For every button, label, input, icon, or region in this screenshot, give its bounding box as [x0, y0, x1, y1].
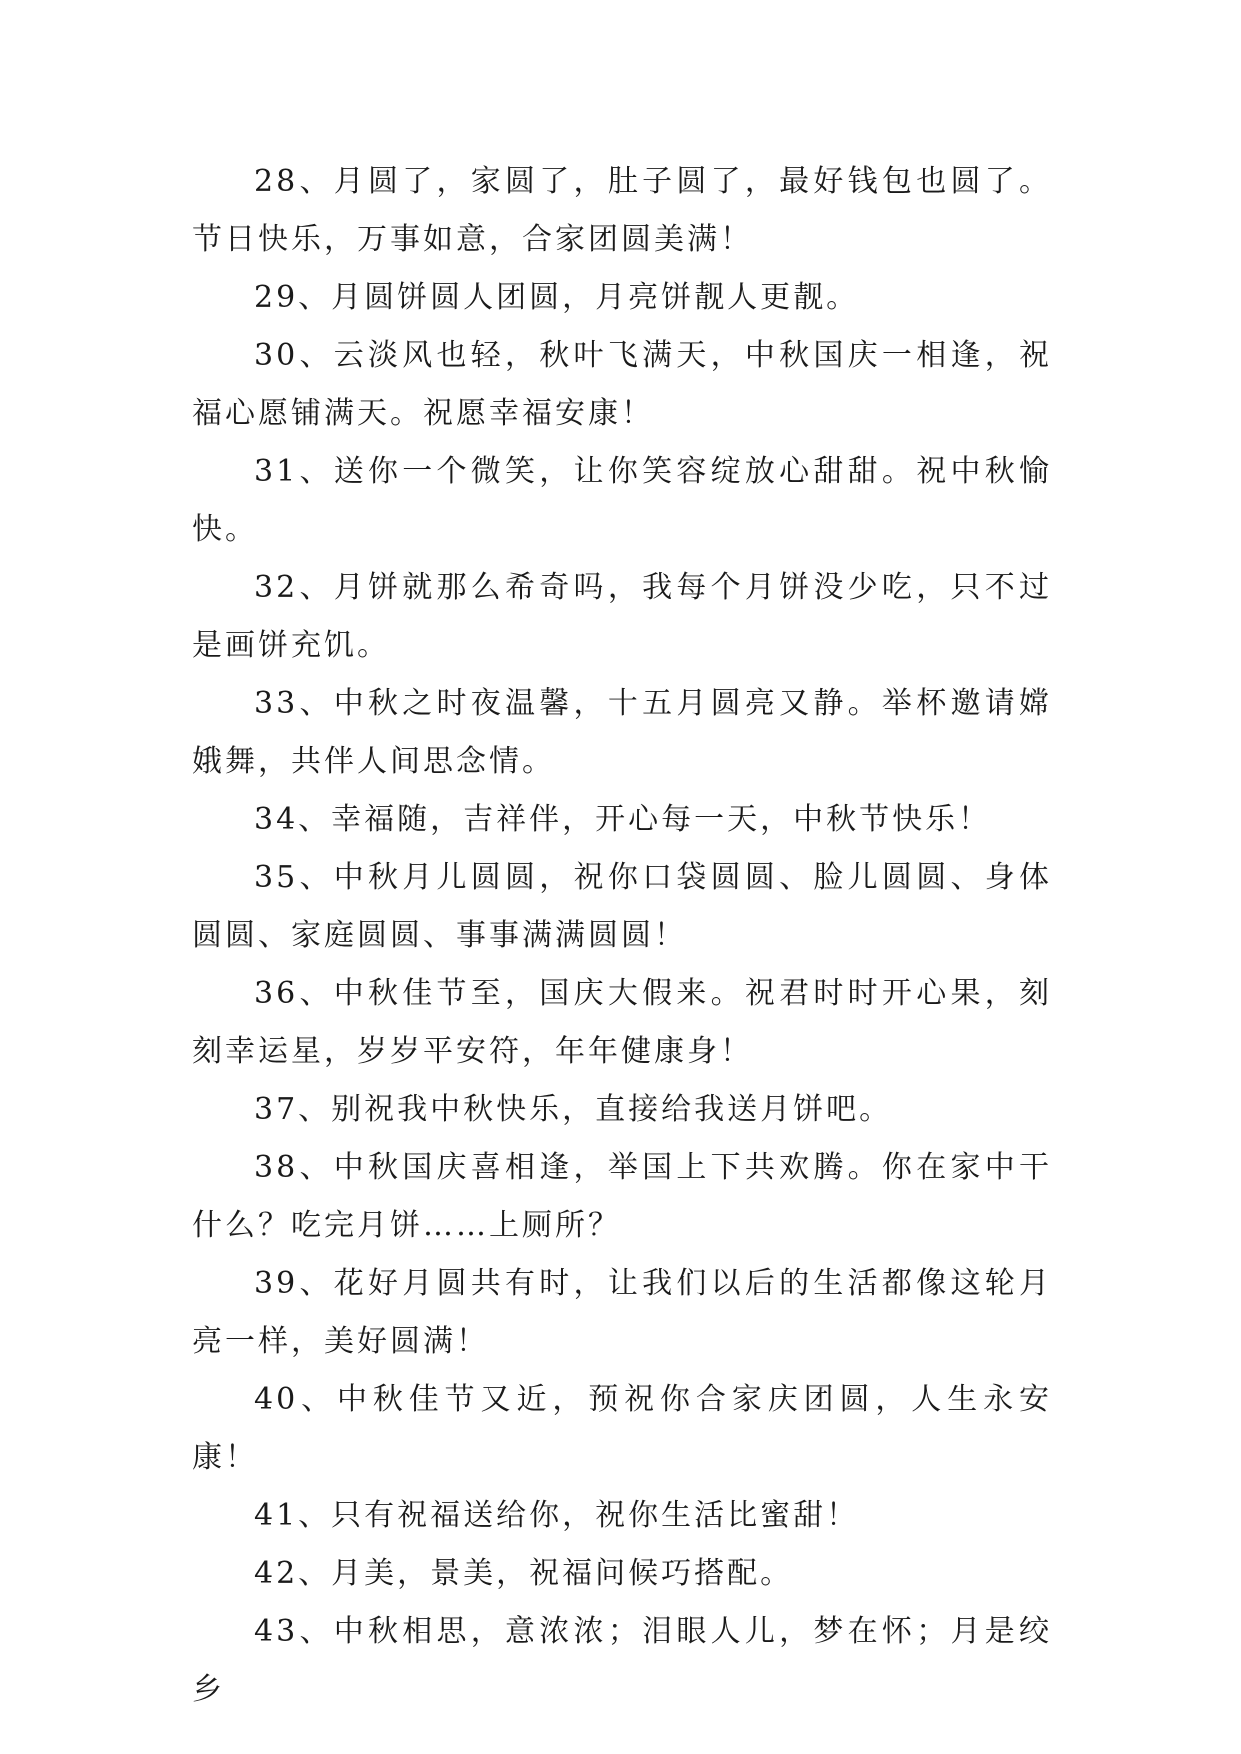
paragraph-38: 38、中秋国庆喜相逢，举国上下共欢腾。你在家中干什么？吃完月饼……上厕所？: [192, 1150, 1052, 1243]
paragraph-34: 34、幸福随，吉祥伴，开心每一天，中秋节快乐！: [254, 802, 992, 837]
paragraph-36: 36、中秋佳节至，国庆大假来。祝君时时开心果，刻刻幸运星，岁岁平安符，年年健康身！: [192, 976, 1052, 1069]
paragraph-33: 33、中秋之时夜温馨，十五月圆亮又静。举杯邀请嫦娥舞，共伴人间思念情。: [192, 686, 1052, 779]
paragraph-40: 40、中秋佳节又近，预祝你合家庆团圆，人生永安康！: [192, 1382, 1052, 1475]
paragraph-37: 37、别祝我中秋快乐，直接给我送月饼吧。: [254, 1092, 893, 1127]
paragraph-35: 35、中秋月儿圆圆，祝你口袋圆圆、脸儿圆圆、身体圆圆、家庭圆圆、事事满满圆圆！: [192, 860, 1052, 953]
paragraph-30: 30、云淡风也轻，秋叶飞满天，中秋国庆一相逢，祝福心愿铺满天。祝愿幸福安康！: [192, 338, 1052, 431]
document-body: [192, 153, 1052, 1719]
paragraph-42: 42、月美，景美，祝福问候巧搭配。: [254, 1556, 794, 1591]
paragraph-41: 41、只有祝福送给你，祝你生活比蜜甜！: [254, 1498, 860, 1533]
paragraph-43: 43、中秋相思，意浓浓；泪眼人儿，梦在怀；月是绞乡: [192, 1614, 1052, 1707]
paragraph-31: 31、送你一个微笑，让你笑容绽放心甜甜。祝中秋愉快。: [192, 454, 1052, 547]
paragraph-39: 39、花好月圆共有时，让我们以后的生活都像这轮月亮一样，美好圆满！: [192, 1266, 1052, 1359]
paragraph-29: 29、月圆饼圆人团圆，月亮饼靓人更靓。: [254, 280, 860, 315]
paragraph-28: 28、月圆了，家圆了，肚子圆了，最好钱包也圆了。节日快乐，万事如意，合家团圆美满！: [192, 164, 1052, 257]
paragraph-32: 32、月饼就那么希奇吗，我每个月饼没少吃，只不过是画饼充饥。: [192, 570, 1052, 663]
